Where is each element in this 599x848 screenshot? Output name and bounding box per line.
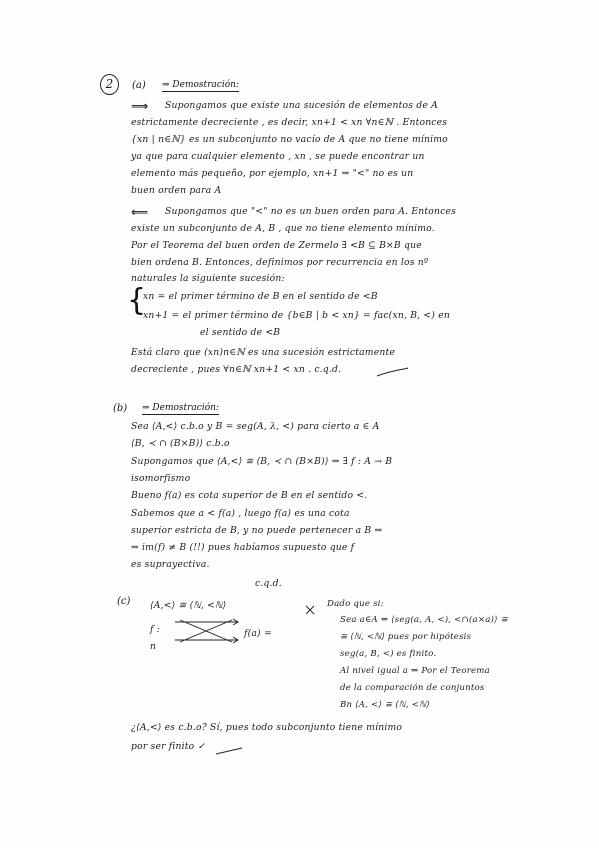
implies-left-icon: ⟸ xyxy=(131,205,149,219)
part-c-map-label: f : xyxy=(150,624,161,635)
part-c-right-line: Dado que si: xyxy=(327,599,384,609)
part-a-line: existe un subconjunto de A, B , que no tiene elemento mínimo. xyxy=(131,223,435,234)
part-a-line: xn+1 = el primer término de {b∈B | b < xn} = fac(xn, B, <) en xyxy=(143,310,450,321)
part-b-title: ⇒ Demostración: xyxy=(142,403,219,413)
part-c-map-n: n xyxy=(150,641,157,652)
part-a-line: buen orden para A xyxy=(131,185,222,196)
part-a-line: Supongamos que "<" no es un buen orden para A. Entonces xyxy=(165,206,457,217)
part-a-title: ⇒ Demostración: xyxy=(162,80,239,90)
part-b-line: isomorfismo xyxy=(131,473,191,484)
part-a-line: Está claro que (xn)n∈ℕ es una sucesión estrictamente xyxy=(131,347,396,358)
part-a-line: xn = el primer término de B en el sentido de <B xyxy=(143,291,378,302)
part-a-line: decreciente , pues ∀n∈ℕ xn+1 < xn . c.q.d. xyxy=(131,364,342,375)
part-c-label: (c) xyxy=(117,596,131,607)
check-underline xyxy=(216,748,242,754)
part-a-line: el sentido de <B xyxy=(200,327,281,338)
part-c-bottom-line: ¿⟨A,<⟩ es c.b.o? Sí, pues todo subconjunto tiene mínimo xyxy=(131,722,403,733)
part-a-line: estrictamente decreciente , es decir, xn+1 < xn ∀n∈ℕ . Entonces xyxy=(131,117,448,128)
implies-right-icon: ⟹ xyxy=(131,99,149,113)
part-b-line: superior estricta de B, y no puede pertenecer a B ⇒ xyxy=(131,525,383,536)
part-b-line: Sabemos que a < f(a) , luego f(a) es una cota xyxy=(131,508,350,519)
part-c-right-line: Sea a∈A ⇔ ⟨seg(a, A, <), <∩(a×a)⟩ ≅ xyxy=(340,615,508,625)
part-c-right-line: ≅ ⟨ℕ, <ℕ⟩ pues por hipótesis xyxy=(340,632,472,642)
part-c-equation: ⟨A,<⟩ ≅ ⟨ℕ, <ℕ⟩ xyxy=(150,600,227,611)
qed-underline-a xyxy=(377,368,408,376)
part-c-bottom-line: por ser finito ✓ xyxy=(131,741,206,752)
part-c-right-line: seg(a, B, <) es finito. xyxy=(340,649,437,659)
section-number: 2 xyxy=(100,74,119,95)
part-b-line: ⟨B, ≺ ∩ (B×B)⟩ c.b.o xyxy=(131,438,230,449)
part-c-map-right: f(a) = xyxy=(244,628,272,639)
part-c-right-line: Bn ⟨A, <⟩ ≅ ⟨ℕ, <ℕ⟩ xyxy=(340,700,430,710)
part-b-line: Supongamos que ⟨A,<⟩ ≅ ⟨B, ≺ ∩ (B×B)⟩ ⇒ ∃ f : A → B xyxy=(131,456,393,467)
part-a-line: Por el Teorema del buen orden de Zermelo ∃ <B ⊆ B×B que xyxy=(131,240,422,251)
part-b-line: ⇒ im(f) ≠ B (!!) pues habíamos supuesto que f xyxy=(131,542,355,553)
part-c-right-line: de la comparación de conjuntos xyxy=(340,683,485,693)
part-a-line: bien ordena B. Entonces, definimos por recurrencia en los nº xyxy=(131,257,429,268)
part-a-label: (a) xyxy=(132,80,146,91)
part-b-label: (b) xyxy=(113,403,128,414)
part-b-line: es suprayectiva. xyxy=(131,559,210,570)
part-c-right-line: Al nivel igual a ⇒ Por el Teorema xyxy=(340,666,490,676)
part-b-qed: c.q.d. xyxy=(255,578,282,589)
part-a-line: elemento más pequeño, por ejemplo, xn+1 ⇒ "<" no es un xyxy=(131,168,414,179)
part-b-line: Bueno f(a) es cota superior de B en el sentido <. xyxy=(131,490,368,501)
part-a-line: {xn | n∈ℕ} es un subconjunto no vacío de A que no tiene mínimo xyxy=(131,134,448,145)
part-a-line: Supongamos que existe una sucesión de elementos de A xyxy=(165,100,438,111)
part-b-line: Sea ⟨A,<⟩ c.b.o y B = seg(A, λ, <) para cierto a ∈ A xyxy=(131,421,380,432)
asterisk-mark xyxy=(306,606,314,614)
part-a-line: ya que para cualquier elemento , xn , se puede encontrar un xyxy=(131,151,425,162)
curly-brace-icon: { xyxy=(127,283,147,318)
part-a-line: naturales la siguiente sucesión: xyxy=(131,273,285,284)
